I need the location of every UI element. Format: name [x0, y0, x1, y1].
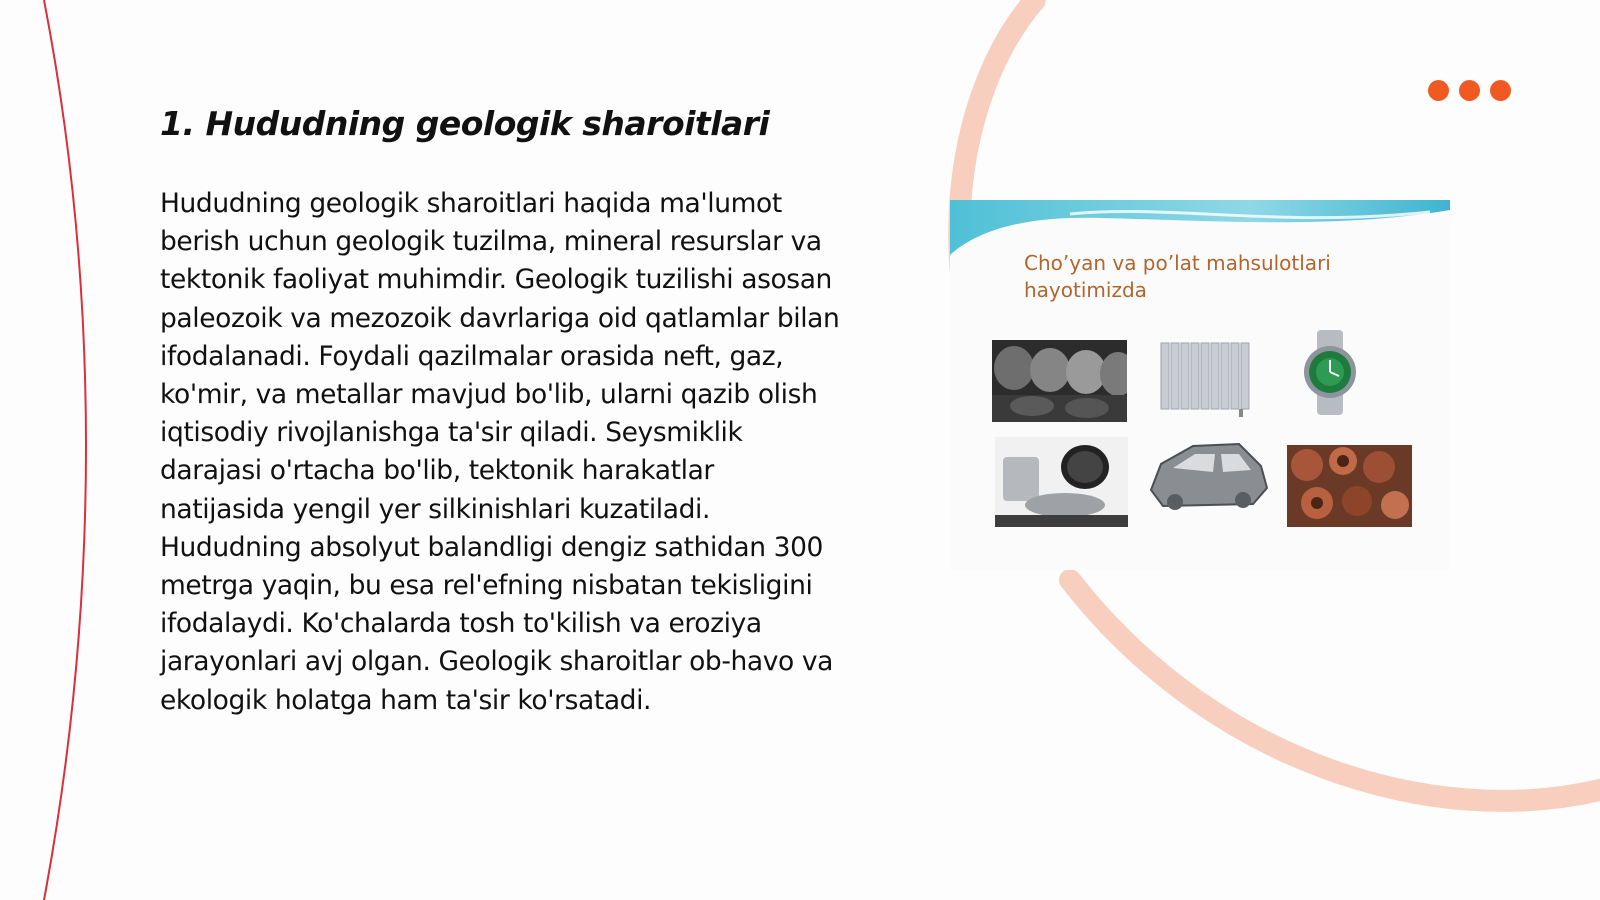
cast-iron-pipes-image: [992, 340, 1127, 422]
orange-arc-lower: [1070, 580, 1600, 801]
metal-fittings-image: [1287, 445, 1412, 527]
cookware-image: [995, 437, 1128, 527]
embedded-slide-caption: Cho’yan va po’lat mahsulotlari hayotimizda: [1024, 251, 1331, 302]
slide-title: 1. Hududning geologik sharoitlari: [160, 104, 770, 143]
embedded-slide-image: [950, 200, 1450, 570]
wristwatch-image: [1293, 330, 1368, 415]
left-curve-line: [44, 0, 86, 900]
radiator-image: [1157, 337, 1257, 419]
dot-icon: [1490, 80, 1511, 101]
dot-icon: [1459, 80, 1480, 101]
dot-icon: [1428, 80, 1449, 101]
more-options-dots: [1428, 80, 1511, 101]
car-body-image: [1143, 428, 1273, 518]
slide-body-text: Hududning geologik sharoitlari haqida ma'lumot berish uchun geologik tuzilma, mineral resurslar va tektonik faoliyat muhimdir. Geologik tuzilishi asosan paleozoik va mezozoik davrlariga oid qatlamlar bilan ifodalanadi. Foydali qazilmalar orasida neft, gaz, ko'mir, va metallar mavjud bo'lib, ularni qazib olish iqtisodiy rivojlanishga ta'sir qiladi. Seysmiklik darajasi o'rtacha bo'lib, tektonik harakatlar natijasida yengil yer silkinishlari kuzatiladi. Hududning absolyut balandligi dengiz sathidan 300 metrga yaqin, bu esa rel'efning nisbatan tekisligini ifodalaydi. Ko'chalarda tosh to'kilish va eroziya jarayonlari avj olgan. Geologik sharoitlar ob-havo va ekologik holatga ham ta'sir ko'rsatadi.: [160, 188, 840, 716]
